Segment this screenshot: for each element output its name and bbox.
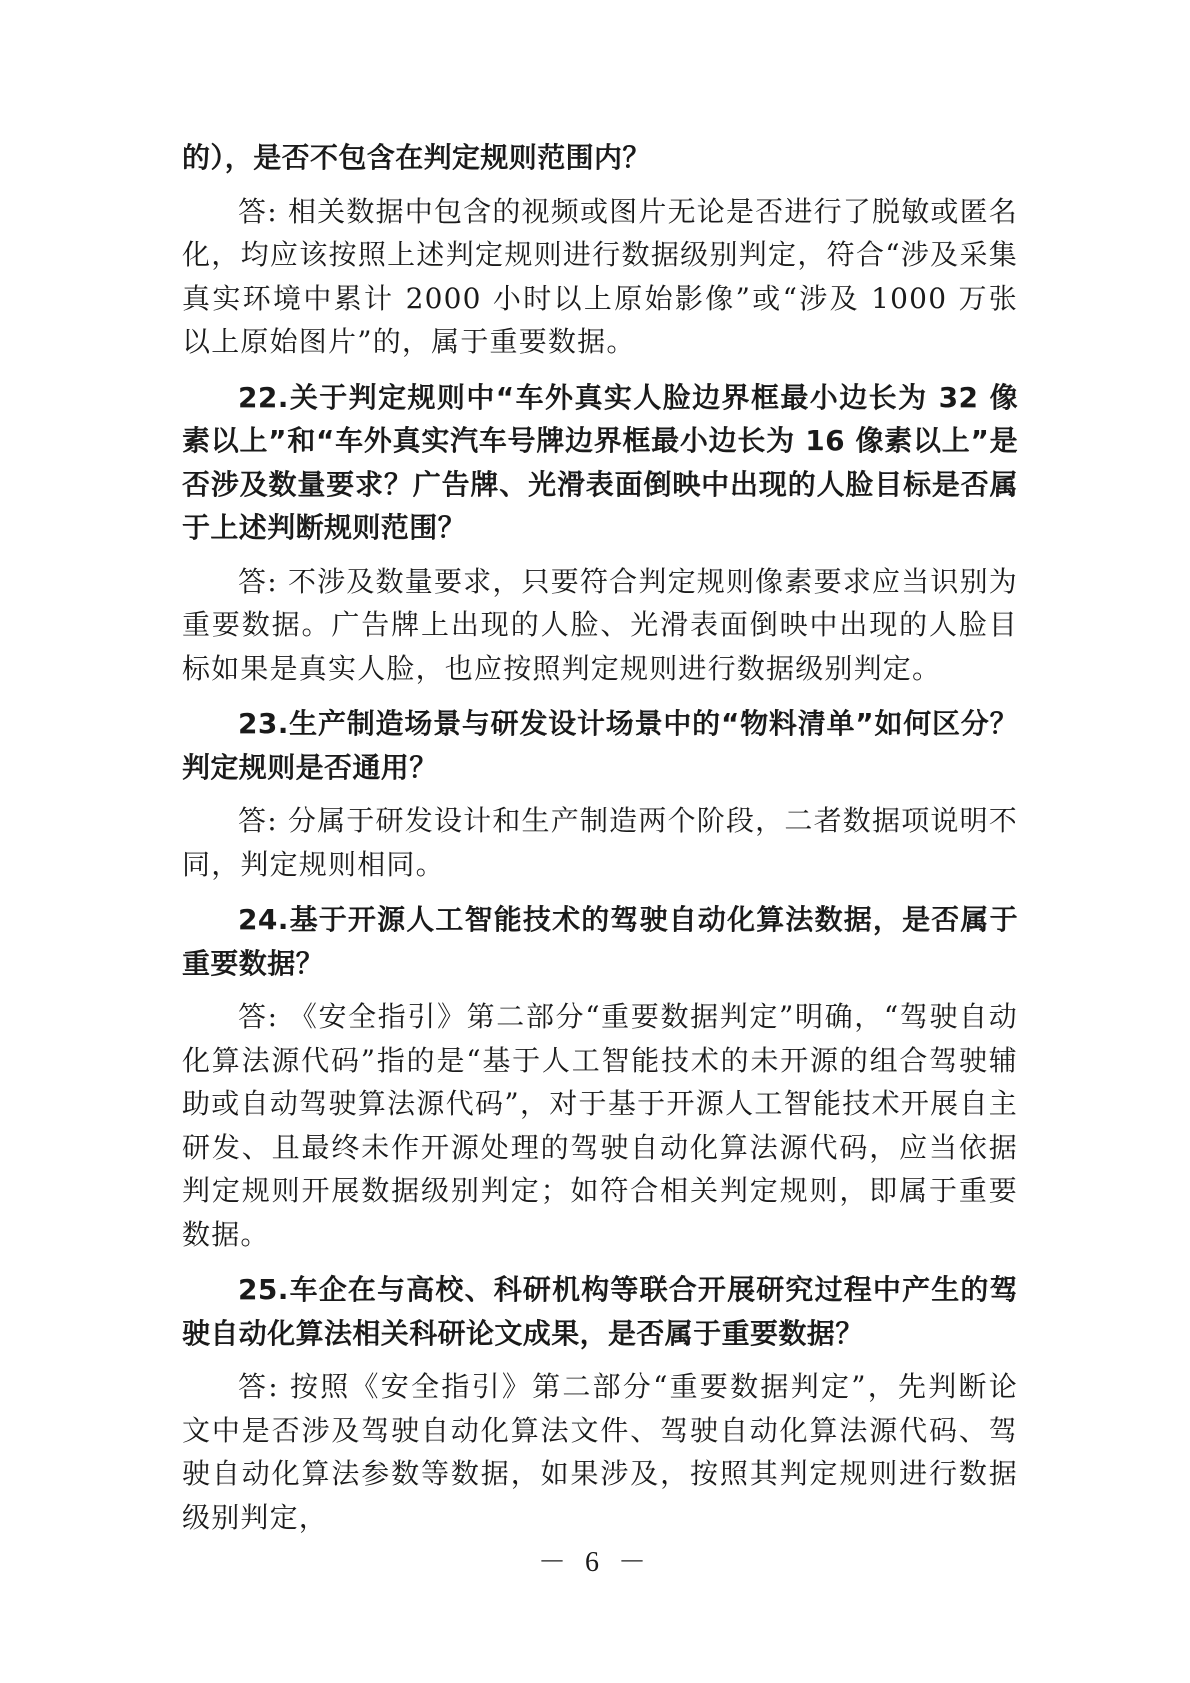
question-25: 25.车企在与高校、科研机构等联合开展研究过程中产生的驾驶自动化算法相关科研论文成果，是否属于重要数据？ bbox=[182, 1273, 1018, 1350]
answer-22: 答: 不涉及数量要求，只要符合判定规则像素要求应当识别为重要数据。广告牌上出现的人脸、光滑表面倒映中出现的人脸目标如果是真实人脸，也应按照判定规则进行数据级别判定。 bbox=[182, 564, 1018, 685]
answer-25: 答: 按照《安全指引》第二部分“重要数据判定”，先判断论文中是否涉及驾驶自动化算法文件、驾驶自动化算法源代码、驾驶自动化算法参数等数据，如果涉及，按照其判定规则进行数据级别判定， bbox=[182, 1370, 1018, 1534]
answer-21: 答: 相关数据中包含的视频或图片无论是否进行了脱敏或匿名化，均应该按照上述判定规则进行数据级别判定，符合“涉及采集真实环境中累计 2000 小时以上原始影像”或“涉及 1000 万张以上原始图片”的，属于重要数据。 bbox=[182, 194, 1018, 358]
question-24: 24.基于开源人工智能技术的驾驶自动化算法数据，是否属于重要数据？ bbox=[182, 903, 1018, 980]
question-continued: 的），是否不包含在判定规则范围内？ bbox=[182, 141, 651, 174]
page-number: － 6 － bbox=[537, 1547, 652, 1578]
answer-23: 答: 分属于研发设计和生产制造两个阶段，二者数据项说明不同，判定规则相同。 bbox=[182, 804, 1018, 881]
answer-24: 答: 《安全指引》第二部分“重要数据判定”明确，“驾驶自动化算法源代码”指的是“基于人工智能技术的未开源的组合驾驶辅助或自动驾驶算法源代码”，对于基于开源人工智能技术开展自主研发、且最终未作开源处理的驾驶自动化算法源代码，应当依据判定规则开展数据级别判定；如符合相关判定规则，即属于重要数据。 bbox=[182, 1000, 1018, 1251]
question-23: 23.生产制造场景与研发设计场景中的“物料清单”如何区分？判定规则是否通用？ bbox=[182, 707, 1018, 784]
document-body bbox=[182, 136, 1018, 1551]
question-22: 22.关于判定规则中“车外真实人脸边界框最小边长为 32 像素以上”和“车外真实汽车号牌边界框最小边长为 16 像素以上”是否涉及数量要求？广告牌、光滑表面倒映中出现的人脸目标是否属于上述判断规则范围？ bbox=[182, 380, 1018, 544]
